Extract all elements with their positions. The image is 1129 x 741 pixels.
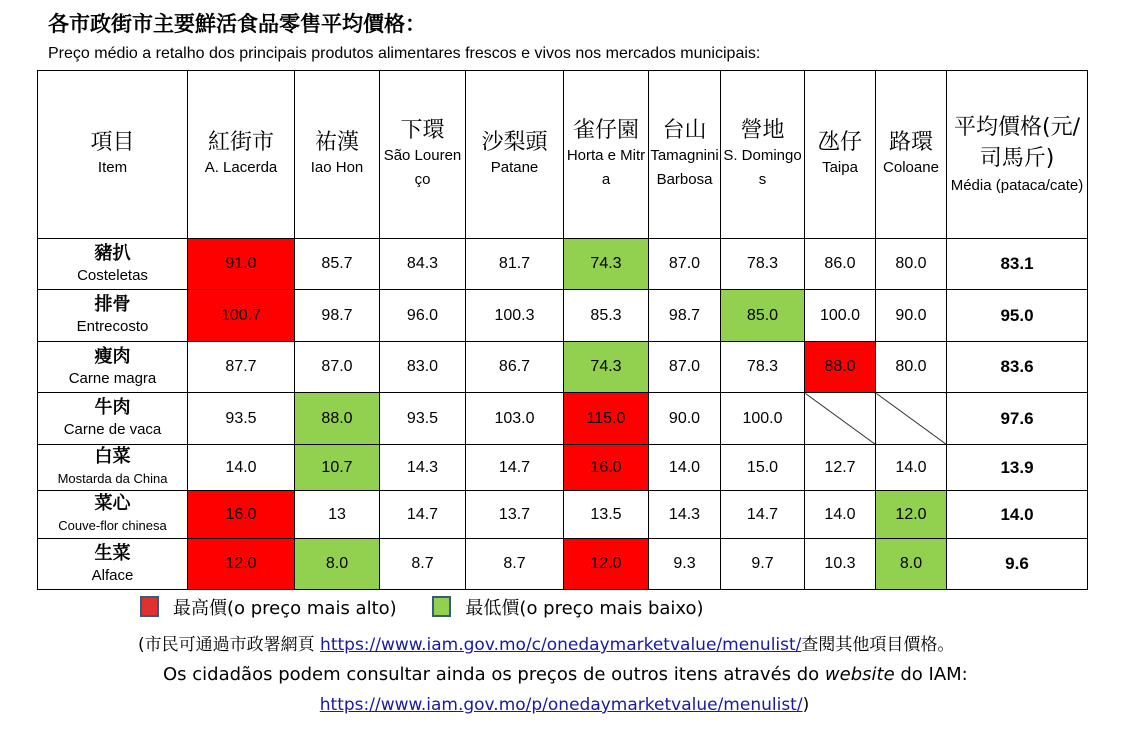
legend-highest bbox=[140, 598, 397, 619]
price-cell: 90.0 bbox=[649, 393, 721, 445]
price-cell-lowest: 10.7 bbox=[295, 445, 380, 491]
header-market-pt: Patane bbox=[490, 158, 539, 176]
row-item-pt: Couve-flor chinesa bbox=[58, 518, 167, 533]
price-cell: 14.0 bbox=[649, 445, 721, 491]
price-cell: 87.0 bbox=[295, 342, 380, 393]
row-item bbox=[38, 342, 188, 393]
header-market-zh: 營地 bbox=[740, 117, 785, 143]
header-market bbox=[380, 71, 466, 239]
note-portuguese bbox=[163, 664, 968, 685]
row-item bbox=[38, 290, 188, 342]
header-item bbox=[38, 71, 188, 239]
price-cell: 9.7 bbox=[721, 539, 805, 590]
average-cell: 97.6 bbox=[947, 393, 1088, 445]
price-cell: 85.3 bbox=[564, 290, 649, 342]
link-chinese-site[interactable]: https://www.iam.gov.mo/c/onedaymarketvalue/menulist/ bbox=[320, 635, 802, 655]
price-cell: 12.7 bbox=[805, 445, 876, 491]
header-market-zh: 沙梨頭 bbox=[481, 129, 548, 155]
table-header-row bbox=[38, 71, 1088, 239]
note-portuguese-prefix: Os cidadãos podem consultar ainda os preços de outros itens através do bbox=[163, 664, 825, 685]
row-item-pt: Entrecosto bbox=[76, 318, 149, 335]
header-market bbox=[721, 71, 805, 239]
row-item-zh: 瘦肉 bbox=[94, 345, 131, 367]
row-item bbox=[38, 393, 188, 445]
price-cell-lowest: 74.3 bbox=[564, 342, 649, 393]
header-market-zh: 紅街市 bbox=[207, 129, 274, 155]
table-row bbox=[38, 539, 1088, 590]
price-cell: 80.0 bbox=[876, 239, 947, 290]
red-swatch-icon bbox=[140, 596, 159, 617]
price-cell: 90.0 bbox=[876, 290, 947, 342]
price-cell: 14.7 bbox=[380, 491, 466, 539]
price-cell: 100.0 bbox=[805, 290, 876, 342]
average-cell: 9.6 bbox=[947, 539, 1088, 590]
price-cell: 13.5 bbox=[564, 491, 649, 539]
price-cell: 103.0 bbox=[466, 393, 564, 445]
price-cell-lowest: 88.0 bbox=[295, 393, 380, 445]
average-cell: 14.0 bbox=[947, 491, 1088, 539]
price-cell: 78.3 bbox=[721, 239, 805, 290]
table-row bbox=[38, 491, 1088, 539]
header-market bbox=[188, 71, 295, 239]
price-cell-highest: 12.0 bbox=[564, 539, 649, 590]
header-market-pt: S. Domingos bbox=[723, 146, 802, 188]
header-market bbox=[466, 71, 564, 239]
header-item-pt: Item bbox=[97, 158, 128, 176]
note-portuguese-suffix: do IAM: bbox=[894, 664, 968, 685]
average-cell: 83.6 bbox=[947, 342, 1088, 393]
row-item-zh: 豬扒 bbox=[94, 242, 131, 264]
table-row bbox=[38, 239, 1088, 290]
header-market-pt: São Lourenço bbox=[383, 146, 462, 188]
row-item-pt: Costeletas bbox=[77, 266, 148, 284]
price-cell-lowest: 74.3 bbox=[564, 239, 649, 290]
page-title-portuguese: Preço médio a retalho dos principais produtos alimentares frescos e vivos nos mercados municipais: bbox=[48, 45, 761, 62]
header-market bbox=[805, 71, 876, 239]
legend bbox=[140, 594, 734, 620]
price-cell-lowest: 12.0 bbox=[876, 491, 947, 539]
legend-lowest bbox=[432, 598, 703, 619]
price-cell: 93.5 bbox=[188, 393, 295, 445]
note-portuguese-link-line bbox=[0, 695, 1129, 715]
price-cell: 100.0 bbox=[721, 393, 805, 445]
table-row bbox=[38, 445, 1088, 491]
legend-highest-label: 最高價(o preço mais alto) bbox=[173, 598, 397, 619]
header-market-pt: Taipa bbox=[822, 158, 858, 176]
header-market-zh: 台山 bbox=[662, 117, 707, 143]
header-market-pt: Horta e Mitra bbox=[566, 146, 646, 188]
price-cell: 10.3 bbox=[805, 539, 876, 590]
price-cell-highest: 16.0 bbox=[564, 445, 649, 491]
price-cell: 8.7 bbox=[380, 539, 466, 590]
row-item-zh: 生菜 bbox=[94, 542, 131, 564]
price-cell: 9.3 bbox=[649, 539, 721, 590]
header-market-zh: 路環 bbox=[888, 129, 933, 155]
price-cell: 98.7 bbox=[295, 290, 380, 342]
header-market bbox=[295, 71, 380, 239]
table-row bbox=[38, 393, 1088, 445]
price-cell-highest: 100.7 bbox=[188, 290, 295, 342]
price-cell-not-available bbox=[876, 393, 947, 445]
green-swatch-icon bbox=[432, 596, 451, 617]
price-cell: 80.0 bbox=[876, 342, 947, 393]
row-item bbox=[38, 539, 188, 590]
row-item-zh: 牛肉 bbox=[94, 397, 131, 418]
price-cell: 100.3 bbox=[466, 290, 564, 342]
row-item-pt: Carne magra bbox=[68, 369, 157, 387]
header-market-pt: Coloane bbox=[883, 158, 939, 176]
header-item-zh: 項目 bbox=[90, 129, 135, 155]
price-cell: 96.0 bbox=[380, 290, 466, 342]
price-cell: 14.3 bbox=[380, 445, 466, 491]
price-cell: 14.0 bbox=[876, 445, 947, 491]
header-market-zh: 雀仔園 bbox=[572, 117, 639, 143]
legend-lowest-label: 最低價(o preço mais baixo) bbox=[465, 598, 704, 619]
header-average-pt: Média (pataca/cate) bbox=[950, 176, 1084, 194]
average-cell: 83.1 bbox=[947, 239, 1088, 290]
page-title-chinese: 各市政街市主要鮮活食品零售平均價格： bbox=[48, 12, 426, 36]
price-cell: 98.7 bbox=[649, 290, 721, 342]
price-cell: 14.0 bbox=[188, 445, 295, 491]
price-cell-highest: 16.0 bbox=[188, 491, 295, 539]
price-cell-lowest: 8.0 bbox=[876, 539, 947, 590]
header-market-pt: Iao Hon bbox=[310, 158, 364, 176]
price-cell: 87.7 bbox=[188, 342, 295, 393]
note-close-paren: ) bbox=[802, 695, 810, 715]
row-item-pt: Carne de vaca bbox=[63, 421, 162, 438]
price-cell: 87.0 bbox=[649, 342, 721, 393]
table-row bbox=[38, 342, 1088, 393]
price-table bbox=[37, 70, 1088, 590]
price-cell-highest: 91.0 bbox=[188, 239, 295, 290]
price-cell: 14.0 bbox=[805, 491, 876, 539]
link-portuguese-site[interactable]: https://www.iam.gov.mo/p/onedaymarketvalue/menulist/ bbox=[319, 695, 803, 715]
price-cell: 13.7 bbox=[466, 491, 564, 539]
price-cell: 81.7 bbox=[466, 239, 564, 290]
table-row bbox=[38, 290, 1088, 342]
header-average-zh: 平均價格(元/司馬斤) bbox=[954, 114, 1080, 171]
price-cell: 86.7 bbox=[466, 342, 564, 393]
note-portuguese-website: website bbox=[824, 664, 895, 685]
note-chinese bbox=[138, 630, 954, 655]
price-cell: 85.7 bbox=[295, 239, 380, 290]
price-cell-lowest: 8.0 bbox=[295, 539, 380, 590]
price-cell-not-available bbox=[805, 393, 876, 445]
price-cell-lowest: 85.0 bbox=[721, 290, 805, 342]
price-cell: 87.0 bbox=[649, 239, 721, 290]
row-item-pt: Alface bbox=[91, 566, 134, 584]
average-cell: 95.0 bbox=[947, 290, 1088, 342]
row-item bbox=[38, 445, 188, 491]
note-chinese-suffix: 查閱其他項目價格。 bbox=[801, 635, 955, 655]
price-cell: 15.0 bbox=[721, 445, 805, 491]
average-cell: 13.9 bbox=[947, 445, 1088, 491]
row-item-zh: 白菜 bbox=[94, 446, 131, 467]
header-market-zh: 祐漢 bbox=[314, 129, 359, 155]
row-item-zh: 排骨 bbox=[94, 294, 131, 315]
header-market bbox=[564, 71, 649, 239]
price-cell-highest: 115.0 bbox=[564, 393, 649, 445]
price-cell-highest: 12.0 bbox=[188, 539, 295, 590]
price-cell: 14.7 bbox=[721, 491, 805, 539]
price-cell: 86.0 bbox=[805, 239, 876, 290]
row-item bbox=[38, 239, 188, 290]
price-cell: 13 bbox=[295, 491, 380, 539]
header-market-zh: 下環 bbox=[400, 117, 445, 143]
row-item-zh: 菜心 bbox=[94, 493, 131, 514]
header-market bbox=[649, 71, 721, 239]
header-market-pt: Tamagnini Barbosa bbox=[650, 146, 719, 188]
price-cell-highest: 88.0 bbox=[805, 342, 876, 393]
header-market-pt: A. Lacerda bbox=[204, 158, 278, 176]
price-cell: 78.3 bbox=[721, 342, 805, 393]
row-item bbox=[38, 491, 188, 539]
header-market-zh: 氹仔 bbox=[817, 129, 862, 155]
note-chinese-prefix: (市民可通過市政署網頁 bbox=[138, 635, 321, 655]
price-cell: 93.5 bbox=[380, 393, 466, 445]
price-cell: 8.7 bbox=[466, 539, 564, 590]
price-cell: 83.0 bbox=[380, 342, 466, 393]
price-cell: 14.3 bbox=[649, 491, 721, 539]
price-cell: 14.7 bbox=[466, 445, 564, 491]
price-cell: 84.3 bbox=[380, 239, 466, 290]
header-market bbox=[876, 71, 947, 239]
row-item-pt: Mostarda da China bbox=[57, 471, 168, 486]
header-average bbox=[947, 71, 1088, 239]
